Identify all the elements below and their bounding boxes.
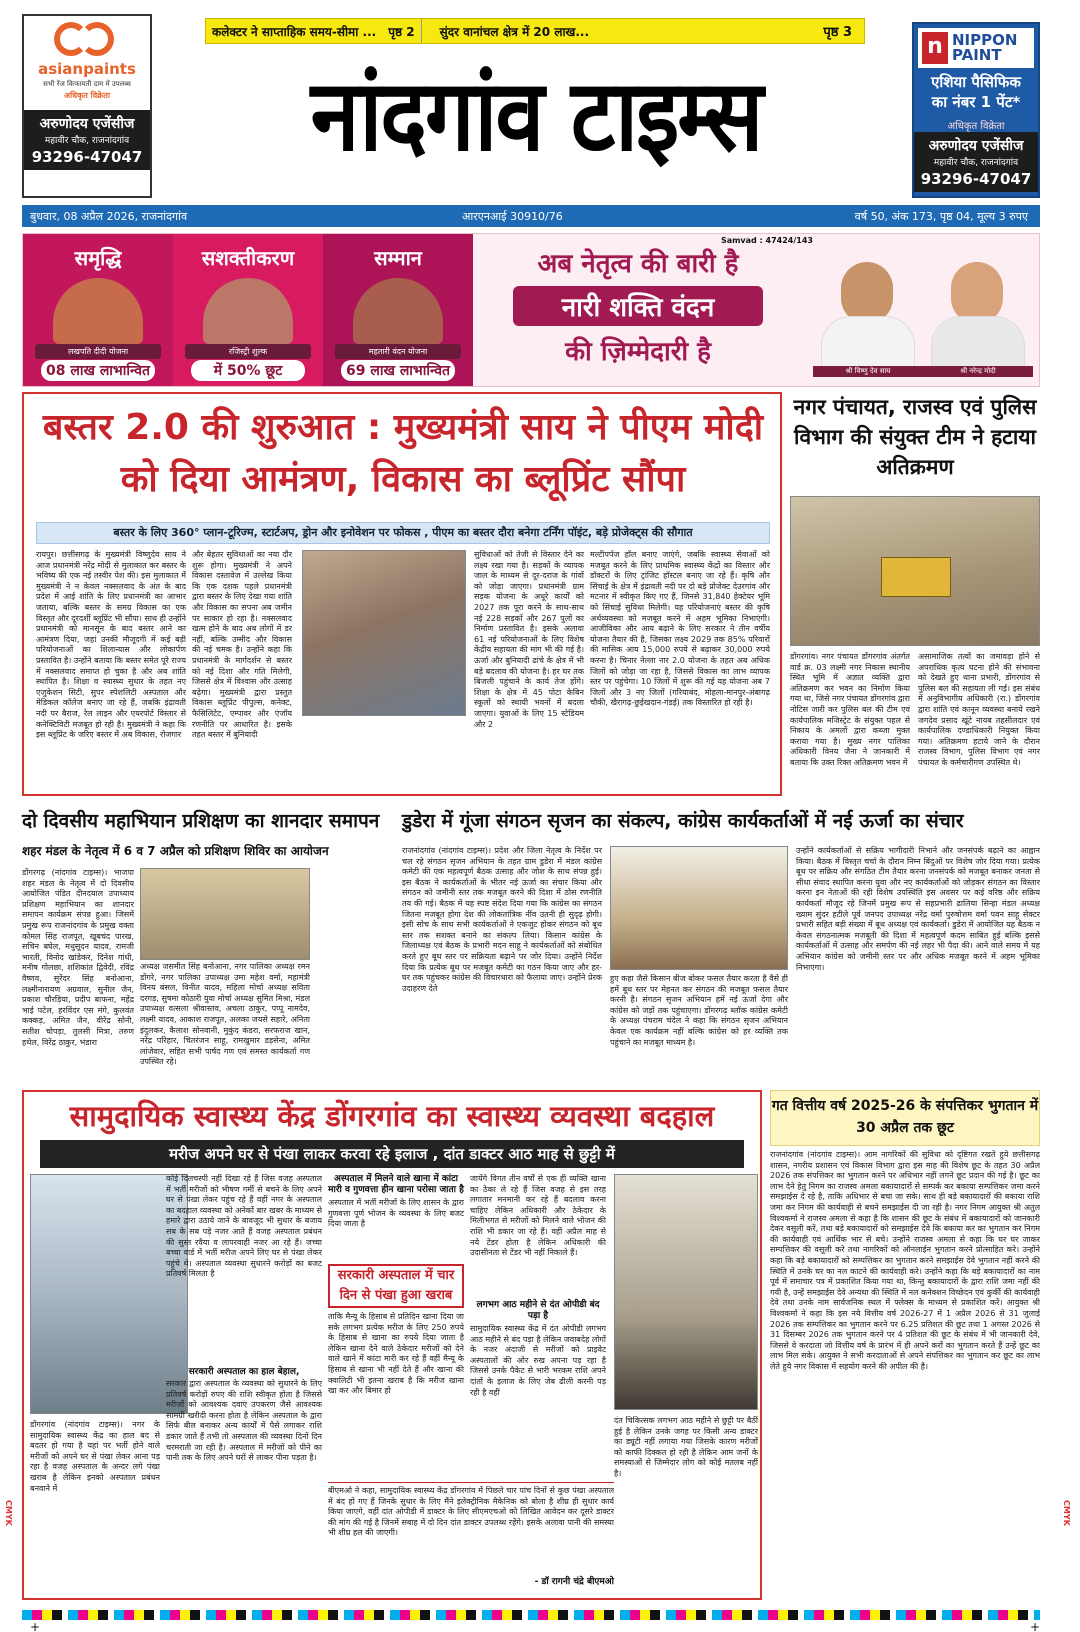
government-banner-ad[interactable] bbox=[22, 233, 1040, 387]
health-col-3-wrap bbox=[470, 1174, 606, 1474]
issue-date: बुधवार, 08 अप्रैल 2026, राजनांदगांव bbox=[30, 209, 188, 223]
banner-slogan: अब नेतृत्व की बारी है नारी शक्ति वंदन की ज़िम्मेदारी है bbox=[488, 244, 788, 368]
rni-number: आरएनआई 30910/76 bbox=[462, 209, 563, 223]
health-story bbox=[22, 1090, 762, 1600]
health-col-1-subhead: सरकारी अस्पताल का हाल बेहाल, bbox=[188, 1367, 300, 1377]
health-col-4: दंत चिकित्सक लगभग आठ महीने से छुट्टी पर बैठीं हुई है लेकिन उनके जगह पर किसी अन्य डाक्टर का ड्यूटी नहीं लगाया गया जिसके कारण मरीजों को काफी दिक्कत हो रही है लेकिन आम जनों के समस्याओं से जिम्मेदार लोग को कोई मतलब नहीं है। bbox=[614, 1416, 758, 1478]
training-col-1: डोंगरगढ़ (नांदगांव टाइम्स)। भाजपा शहर मंडल के नेतृत्व में दो दिवसीय आयोजित पंडित दीनदयाल उपाध्याय प्रशिक्षण महाभियान का शानदार समापन कार्यक्रम संपन्न हुआ। जिसमें प्रमुख रूप राजनांदगांव के प्रमुख वक्ता कोमल सिंह राजपूत, खूबचंद पारख, सचिन बघेल, मधुसूदन यादव, रामजी भारती, विनोद खांडेकर, दिनेश गांधी, मनीष गोलछा, शशिकांत द्विवेदी, रविंद्र वैष्णव, सुरेंदर सिंह बनोआना, लक्ष्मीनारायण अग्रवाल, सुनील जैन, प्रकाश चौरड़िया, प्रदीप बाफना, महेंद्र भाई पटेल, हरविंदर एस मंगे, कुलवंत कक्कड़, अमित जैन, वीरेंद्र सोनी, सतीश चोपड़ा, तुलसी मित्रा, तरुण हथेल, विरेंद्र ठाकुर, भंडारा bbox=[22, 868, 134, 1047]
congress-story bbox=[402, 808, 1040, 1078]
cmyk-mark-left: CMYK bbox=[4, 1500, 13, 1526]
training-col-2: अध्यक्ष जसमीत सिंह बनोआना, नगर पालिका अध्यक्ष रमन डोंगरे, नगर पालिका उपाध्यक्ष उमा महेश वर्मा, महामंत्री विनय बंसल, विनीत यादव, महिला मोर्चा अध्यक्ष सविता दरगड़, सुषमा कोठारी युवा मोर्चा अध्यक्ष सुमित मिश्रा, मंडल उपाध्यक्ष वत्सला श्रीवास्तव, अचला ठाकुर, पप्पू नामदेव, लक्ष्मी यादव, आकाश राजपूत, अलका जयसे सहारे, अनिता इंदुलकर, कैलाश सोनवानी, मुकुंद कंडरा, सरफराज खान, नरेंद्र परिहार, चितरंजन साहू, रामखुमार डड़सेना, अमित लांजेवार, सहित सभी पार्षद गण एवं समस्त कार्यकर्ता गण उपस्थित रहे। bbox=[140, 962, 310, 1067]
health-col-2b: ताकि मैन्यू के हिसाब से प्रतिदिन खाना दिया जा सके लगभग प्रत्येक मरीज के लिए 250 रुपये के हिसाब से खाना का रुपये दिया जाता है लेकिन खाना देने वाले ठेकेदार मरीजों को देने वाले खाने में कांटा मारी कर रहे हैं वहीं मैन्यू के हिसाब से खाना भी नहीं देते हैं और खाना की क्वालिटी भी इतना खराब है कि मरीज खाना खा कर और बिमार हो bbox=[328, 1312, 464, 1396]
training-story bbox=[22, 808, 394, 1078]
crop-mark-icon: + bbox=[1030, 1620, 1041, 1632]
crop-mark-icon: + bbox=[30, 1620, 41, 1632]
woman-photo bbox=[203, 278, 293, 344]
dental-chair-photo bbox=[614, 1174, 758, 1410]
property-tax-body: राजनांदगांव (नांदगांव टाइम्स)। आम नागरिकों की सुविधा को दृष्टिगत रखते हुये छत्तीसगढ़ शासन, नगरीय प्रशासन एवं विकास विभाग द्वारा इस माह की विशेष छूट के तहत 30 अप्रैल 2026 तक संपत्तिकर का भुगतान करने पर अधिभार नहीं लगने छूट प्रदान की गई है। छूट का लाभ देने हेतु निगम का राजस्व अमला बकायादारों से सम्पर्क कर बकाया सम्पत्तिकर जमा करने समझाईस दे रहे है, ताकि अधिभार से बचा जा सके। साथ ही बड़े बकायादारों की बकाया राशि जमा कर निगम की कार्यवाही से बचने समझाईस दी जा रही है। नगर निगम आयुक्त श्री अतुल विश्वकर्मा ने राजस्व अमला से कहा है कि शासन की छूट के संबंध में बकायादारों को जानकारी देकर वसूली करें, तथा बड़े बकायादारों को समझाईस देवे कि बकाया कर का भुगतान कर निगम की कार्यवाही एवं आर्थिक भार से बचे। उन्होंने राजस्व अमला से कहा कि घर घर जाकर सम्पत्तिकर की वसूली करे तथा नागरिकों को ऑनलाईन भुगतान करने प्रोत्साहित करे। उन्होंने कहा कि बड़े बकायादारों को सम्पत्तिकर का भुगतान करने समझाईस देवे भुगतान नहीं करने की स्थिति में उनके घर का नल काटने की कार्यवाही करे। उन्होंने कहा कि बड़े बकायादारों का नाम पूर्व में समाचार पत्र में प्रकाशित किया गया था, किन्तु बकायादारों के द्वारा राशि जमा नहीं की गयी है, उन्हें समझाईस देवे अन्यथा की स्थिति में नल कनेक्शन विच्छेदन एवं कुर्की की कार्यवाही देवे तथा उनके नाम सार्वजनिक स्थल में फ्लेक्स के माध्यम से प्रकाशित करें। आयुक्त श्री विश्वकर्मा ने कहा कि इस नये वित्तीय वर्ष 2026-27 में 1 अप्रैल 2026 से 31 जुलाई 2026 तक सम्पत्तिकर का भुगतान करने पर 6.25 प्रतिशत की छूट तथा 1 अगस्त 2026 से 31 दिसम्बर 2026 तक भुगतान करने पर 4 प्रतिशत की छूट के संबंध में भी जानकारी देवे, जिससे वे करदाता जो वित्तीय वर्ष के प्रारंभ में ही अपने करों का भुगतान करते हैं उन्हें छूट का लाभ मिल सके। आयुक्त ने सभी करदाताओं से अपने संपत्तिकर का भुगतान कर छूट का लाभ लेते हुये नगर विकास में सहयोग करने की अपील की है। bbox=[770, 1150, 1040, 1371]
congress-col-1: राजनांदगांव (नांदगांव टाइम्स)। प्रदेश और जिला नेतृत्व के निर्देश पर चल रहे संगठन सृजन अभियान के तहत ग्राम डुडेरा में मंडल कांग्रेस कमेटी की एक महत्वपूर्ण बैठक उत्साह और जोश के साथ संपन्न हुई। इस बैठक ने कार्यकर्ताओं के भीतर नई ऊर्जा का संचार किया और संगठन को जमीनी स्तर तक मजबूत करने की दिशा में ठोस रणनीति तय की गई। बैठक में यह स्पष्ट संदेश दिया गया कि कांग्रेस का संगठन जितना मजबूत होगा देश की लोकतांत्रिक नींव उतनी ही सुदृढ़ होगी। इसी सोच के साथ सभी कार्यकर्ताओं ने एकजुट होकर संगठन को बूथ स्तर तक सशक्त बनाने का संकल्प लिया। किसान कांग्रेस के जिलाध्यक्ष एवं बैठक के प्रभारी मदन साहू ने कार्यकर्ताओं को संबोधित करते हुए बूथ स्तर पर सक्रियता बढ़ाने पर जोर दिया। उन्होंने निर्देश दिया कि प्रत्येक बूथ पर मजबूत कमेटी का गठन किया जाए और हर-घर तक पहुंचकर कांग्रेस की विचारधारा को फैलाया जाए। उन्होंने प्रेरक उदाहरण देते bbox=[402, 846, 602, 993]
training-subhead: शहर मंडल के नेतृत्व में 6 व 7 अप्रैल को प्रशिक्षण शिविर का आयोजन bbox=[22, 844, 329, 858]
newspaper-title: नांदगांव टाइम्स bbox=[310, 56, 762, 174]
dateline-bar bbox=[22, 205, 1040, 227]
bmo-quote-text: बीएमओ ने कहा, सामुदायिक स्वास्थ्य केंद्र डोंगरगांव में पिछले चार पांच दिनों से कुछ पंखा अस्पताल में बंद हो गए हैं जिनके सुधार के लिए मैंने इलेक्ट्रीनिक मैकेनिक को बोला है शीघ्र ही सुधार कार्य किया जाएगे, वहीं दांत ओपीडी में डाक्टर के लिए सीएमएचओ को लिखित आवेदन कर दूसरे डाक्टर की मांग की गई है जिनमें सबाह में दो दिन दांत डाक्टर उपलब्ध रहेंगे। इसके अलावा पानी की समस्या भी शीघ्र हल की जाएगी। bbox=[328, 1486, 614, 1538]
bulldozer-photo bbox=[790, 496, 1040, 646]
banner-panel-sashaktikaran: सशक्तीकरण रजिस्ट्री शुल्क में 50% छूट bbox=[173, 234, 323, 387]
banner-panel-samriddhi: समृद्धि लखपति दीदी योजना 08 लाख लाभान्वित bbox=[23, 234, 173, 387]
ad-dealer-block: अरुणोदय एजेंसीज महावीर चौक, राजनांदगांव 93296-47047 bbox=[24, 110, 150, 170]
lead-col-2: और बेहतर सुविधाओं का नया दौर शुरू होगा। मुख्यमंत्री ने अपने विकास दस्तावेज में उल्लेख किया कि एक दशक पहले प्रधानमंत्री द्वारा बस्तर के लिए देखा गया शांति और विकास का सपना अब जमीन पर साकार हो रहा है। नक्सलवाद खत्म होने के बाद अब लोगों में डर नहीं, बल्कि उम्मीद और विकास की नई चमक है। उन्होंने कहा कि प्रधानमंत्री के मार्गदर्शन से बस्तर को नई दिशा और गति मिलेगी, जिससे क्षेत्र में विश्वास और उत्साह बढ़ेगा। मुख्यमंत्री द्वारा प्रस्तुत विकास ब्लूप्रिंट पीपुल्स, कनेक्ट, फैसिलिटेट, एम्पावर और एंजॉय रणनीति पर आधारित है। इसके तहत बस्तर में बुनियादी bbox=[192, 550, 292, 740]
lead-col-3: सुविधाओं को तेजी से विस्तार देने का लक्ष्य रखा गया है। सड़कों के व्यापक जाल के माध्यम से दूर-दराज के गांवों को जोड़ा जाएगा। प्रधानमंत्री ग्राम सड़क योजना के अधूरे कार्यों को 2027 तक पूरा करने के साथ-साथ नई 228 सड़कों और 267 पुलों का निर्माण प्रस्तावित है। इसके अलावा 61 नई परियोजनाओं के लिए विशेष केंद्रीय सहायता की मांग भी की गई है। ऊर्जा और बुनियादी ढांचे के क्षेत्र में भी बड़े बदलाव की योजना है। हर घर तक बिजली पहुंचाने के कार्य तेज होंगे। शिक्षा के क्षेत्र में 45 पोटा केबिन स्कूलों को स्थायी भवनों में बदला जाएगा। युवाओं के लिए 15 स्टेडियम और 2 bbox=[474, 550, 584, 729]
property-tax-headline[interactable]: गत वित्तीय वर्ष 2025-26 के संपत्तिकर भुगतान में 30 अप्रैल तक छूट bbox=[770, 1090, 1040, 1146]
health-caption: डोंगरगांव (नांदगांव टाइम्स)। नगर के सामुदायिक स्वास्थ्य केंद्र का हाल बद से बदतर हो गया है यहां पर भर्ती होने वाले मरीजों को अपने घर से पंखा लेकर आना पड़ रहा है वजह अस्पताल के अन्दर लगे पंखा खराब है लेकिन इनको अस्पताल प्रबंधन बनवाने में bbox=[30, 1420, 160, 1493]
health-col-2: अस्पताल में भर्ती मरीजों के लिए शासन के द्वारा गुणवत्ता पूर्ण भोजन के व्यवस्था के लिए बजट दिया जाता है bbox=[328, 1198, 464, 1229]
congress-meeting-photo bbox=[610, 846, 788, 970]
congress-col-2: हुए कहा जैसे किसान बीज बोकर फसल तैयार करता है वैसे ही हमें बूथ स्तर पर मेहनत कर संगठन की मजबूत फसल तैयार करनी है। संगठन सृजन अभियान हमें नई ऊर्जा देगा और कांग्रेस को जड़ों तक पहुंचाएगा। डोंगरगढ़ ब्लॉक कांग्रेस कमेटी के अध्यक्ष पंचराम चंदेल ने कहा कि संगठन सृजन अभियान केवल एक कार्यक्रम नहीं बल्कि कांग्रेस को हर व्यक्ति तक पहुंचाने का मजबूत माध्यम है। bbox=[610, 974, 788, 1047]
leader-photo-sai: श्री विष्णु देव साय bbox=[813, 258, 923, 376]
bmo-quote-author: - डॉ रागनी चंद्रे बीएमओ bbox=[534, 1577, 614, 1587]
teaser-right-page: पृष्ठ 3 bbox=[823, 25, 852, 40]
banner-panel-samman: सम्मान महतारी वंदन योजना 69 लाख लाभान्वित bbox=[323, 234, 473, 387]
lead-col-4: मल्टीपर्पज हॉल बनाए जाएंगे, जबकि स्वास्थ्य सेवाओं को मजबूत करने के लिए प्राथमिक स्वास्थ्य केंद्रों का विस्तार और डॉक्टरों के लिए ट्रांजिट हॉस्टल बनाए जा रहे हैं। कृषि और सिंचाई के क्षेत्र में इंद्रावती नदी पर दो बड़े प्रोजेक्ट देउरगांव और मटनार में स्वीकृत किए गए हैं, जिनसे 31,840 हेक्टेयर भूमि को सिंचाई सुविधा मिलेगी। यह परियोजनाएं बस्तर की कृषि अर्थव्यवस्था को मजबूत करने में अहम भूमिका निभाएंगी। आजीविका और आय बढ़ाने के लिए सरकार ने तीन वर्षीय योजना तैयार की है, जिसका लक्ष्य 2029 तक 85% परिवारों की मासिक आय 15,000 रुपये से बढ़ाकर 30,000 रुपये करना है। चिनार नेल्ला नार 2.0 योजना के तहत अब अधिक जिलों को जोड़ा जा रहा है, जिससे विकास का लाभ व्यापक स्तर पर पहुंचेगा। 10 जिलों में शुरू की गई यह योजना अब 7 जिलों और 3 नए जिलों (गरियाबंद, मोहला-मानपुर-अंबागढ़ चौकी, खैरागढ़-छुईखदान-गंडई) तक विस्तारित हो रही है। bbox=[590, 550, 770, 708]
health-col-2-wrap bbox=[328, 1174, 464, 1474]
health-col-3-subhead: लगभग आठ महीने से दंत ओपीडी बंद पड़ा है bbox=[476, 1300, 600, 1321]
encroachment-headline[interactable]: नगर पंचायत, राजस्व एवं पुलिस विभाग की संयुक्त टीम ने हटाया अतिक्रमण bbox=[793, 395, 1037, 479]
teaser-left-page: पृष्ठ 2 bbox=[388, 24, 415, 39]
health-col-3: जायेंगे विगत तीन वर्षों से एक ही व्यक्ति खाना का ठेका ले रहे हैं जिस वजह से इस तरह लगातार मनमानी कर रहे हैं बदलाव करना चाहिए लेकिन अधिकारी और ठेकेदार के मिलीभगत से मरीजों को मिलने वाले भोजन की राशि भी डकार जा रहे हैं। वहीं अप्रैल माह से नये टेंडर होता है लेकिन अधिकारी की उदासीनता से टेंडर भी नहीं निकाले हैं। bbox=[470, 1174, 606, 1258]
health-col-1: कोई दिलचस्पी नहीं दिखा रहे हैं जिस वजह अस्पताल में भर्ती मरीजों को भीषण गर्मी से बचने के लिए अपने घर से पंखा लेकर पहुंच रहे हैं वहीं नगर के अस्पताल का बदहाल व्यवस्था को अनेकों बार खबर के माध्यम से हमारे द्वारा उठाये जाने के बावजूद भी सुधार के बजाय सब के सब पड़े नजर आते हैं वजह अस्पताल प्रबंधन की सुस्त रवैया व लापरवाही नजर आ रहे हैं। जच्चा बच्चा वार्ड में भर्ती मरीज अपने लिए घर से पंखा लेकर पहुंचे थे। अस्पताल व्यवस्था सुधारने करोड़ों का बजट प्रतिवर्ष मिलता है bbox=[166, 1174, 322, 1279]
bulldozer-icon bbox=[881, 557, 951, 597]
health-col-1b: सरकार द्वारा अस्पताल के व्यवस्था को सुधारने के लिए प्रतिवर्ष करोड़ों रुपए की राशि स्वीकृत होता है जिससे मरीजों को आवश्यक दवाएं उपकरण जैसे आवश्यक सामग्री खरीदी करना होता है लेकिन अस्पताल के द्वारा सिर्फ बील बनाकर अन्य कार्यों में पैसे लगाकर राशि डकार जाते हैं तभी तो अस्पताल की व्यवस्था दिनों दिन चरमराती जा रही है। अस्पताल में मरीजों को पीने का पानी तक के लिए अपने घरों से लाकर पीना पड़ता है। bbox=[166, 1379, 322, 1463]
encroachment-col-2: असामाजिक तत्वों का जमावड़ा होने से अपराधिक कृत्य घटना होने की संभावना को देखते हुए थाना प्रभारी, डोंगरगांव से पुलिस बल की सहायता ली गई। इस संबंध में अनुविभागीय अधिकारी (रा.) डोंगरगांव द्वारा शांति एवं कानून व्यवस्था बनाये रखने जगदेव प्रसाद खूंटे नायब तहसीलदार एवं कार्यपालिक दण्डाधिकारी नियुक्त किया गया। अतिक्रमण हटाये जाने के दौरान राजस्व विभाग, पुलिस विभाग एवं नगर पंचायत के कर्मचारीगण उपस्थित थे। bbox=[918, 652, 1040, 767]
health-subhead: मरीज अपने घर से पंखा लाकर करवा रहे इलाज , दांत डाक्टर आठ माह से छुट्टी में bbox=[40, 1140, 744, 1168]
congress-col-3: उन्होंने कार्यकर्ताओं से सक्रिय भागीदारी निभाने और जनसंपर्क बढ़ाने का आह्वान किया। बैठक में विस्तृत चर्चा के दौरान निम्न बिंदुओं पर विशेष जोर दिया गया। प्रत्येक बूथ पर सक्रिय और संगठित टीम तैयार करना जनसंपर्क को मजबूत बनाकर जनता से सीधा संवाद स्थापित करना युवा और नए कार्यकर्ताओं को जोड़कर संगठन का विस्तार करना इन नेताओं की रही विशेष उपस्थिति इस अवसर पर कई वरिष्ठ और सक्रिय कार्यकर्ता मौजूद रहे जिनमें प्रमुख रूप से सहप्रभारी ढालिया सिन्हा मंडल अध्यक्ष ख्याम सुंदर हटीले पूर्व जनपद उपाध्यक्ष नरेंद्र वर्मा पुरुषोत्तम वर्मा पवन साहू सेक्टर प्रभारी सहित बड़ी संख्या में बूथ अध्यक्ष एवं कार्यकर्ता। डुडेरा में आयोजित यह बैठक न केवल संगठनात्मक मजबूती की दिशा में महत्वपूर्ण कदम साबित हुई बल्कि इससे कार्यकर्ताओं में उत्साह और समर्पण की नई लहर भी पैदा की। आने वाले समय में यह अभियान कांग्रेस को जमीनी स्तर पर और अधिक मजबूत करने में अहम भूमिका निभाएगा। bbox=[796, 846, 1040, 972]
lead-subhead: बस्तर के लिए 360° प्लान-टूरिज्म, स्टार्टअप, ड्रोन और इनोवेशन पर फोकस , पीएम का बस्तर दौरा बनेगा टर्निंग पॉइंट, बड़े प्रोजेक्ट्स की सौगात bbox=[36, 522, 770, 544]
cmyk-mark-right: CMYK bbox=[1062, 1500, 1071, 1526]
asian-paints-logo: asianpaints सभी रेंज किफायती दाम में उपलब्ध अधिकृत विक्रेता bbox=[24, 16, 150, 104]
lead-col-2b bbox=[302, 720, 466, 790]
encroachment-story bbox=[790, 392, 1040, 796]
bmo-quote bbox=[328, 1482, 614, 1596]
hospital-ward-photo bbox=[30, 1174, 188, 1414]
women-photo bbox=[53, 278, 143, 344]
ad-phone: 93296-47047 bbox=[920, 170, 1032, 188]
training-group-photo bbox=[140, 868, 310, 960]
health-col-2-subhead: अस्पताल में मिलने वाले खाना में कांटा मारी व गुणवत्ता हीन खाना परोसा जाता है bbox=[328, 1174, 464, 1195]
property-tax-story bbox=[770, 1090, 1040, 1600]
cm-pm-meeting-photo bbox=[302, 550, 466, 716]
leader-photo-modi: श्री नरेन्द्र मोदी bbox=[923, 258, 1033, 376]
training-headline[interactable]: दो दिवसीय महाभियान प्रशिक्षण का शानदार समापन bbox=[22, 810, 380, 832]
samvad-code: Samvad : 47424/143 bbox=[720, 236, 813, 245]
health-col-3b: सामुदायिक स्वास्थ्य केंद्र में दंत ओपीडी लगभग आठ महीने से बंद पड़ा है लेकिन जवाबदेह लोगों के नजर अंदाजी से मरीजों को प्राइवेट अस्पतालों की ओर रुख अपना पड़ रहा है जिससे उनके पैकेट से भारी भरकम राशि अपने दांतों के इलाज के लिए जेब ढीली करनी पड़ रही है वहीं bbox=[470, 1324, 606, 1397]
issue-info: वर्ष 50, अंक 173, पृष्ठ 04, मूल्य 3 रुपए bbox=[854, 209, 1028, 223]
woman-photo bbox=[353, 278, 443, 344]
nippon-logo: n NIPPON PAINT bbox=[918, 28, 1034, 68]
lead-col-1: रायपुर। छत्तीसगढ़ के मुख्यमंत्री विष्णुदेव साय ने आज प्रधानमंत्री नरेंद्र मोदी से मुलाकात कर बस्तर के भविष्य की एक नई तस्वीर पेश की। इस मुलाकात में मुख्यमंत्री ने न केवल नक्सलवाद के अंत के बाद प्रदेश में आई शांति के लिए प्रधानमंत्री का आभार जताया, बल्कि बस्तर के समग्र विकास का एक विस्तृत और दूरदर्शी ब्लूप्रिंट भी सौंपा। साथ ही उन्होंने प्रधानमंत्री को मानसून के बाद बस्तर आने का आमंत्रण दिया, जहां उनकी मौजूदगी में कई बड़ी परियोजनाओं का शिलान्यास और लोकार्पण प्रस्तावित है। उन्होंने बताया कि बस्तर समेत पूरे राज्य में नक्सलवाद समाप्त हो चुका है और अब शांति स्थापित है। शिक्षा व स्वास्थ्य सुधार के तहत नए एजुकेशन सिटी, सुपर स्पेशलिटी अस्पताल और मेडिकल कॉलेज बनाए जा रहे हैं, जबकि इंद्रावती नदी पर बैराज, रेल लाइन और एयरपोर्ट विस्तार से कनेक्टिविटी मजबूत हो रही है। मुख्यमंत्री ने कहा कि इस ब्लूप्रिंट के जरिए बस्तर में अब विकास, रोजगार bbox=[36, 550, 186, 740]
health-callout-box: सरकारी अस्पताल में चार दिन से पंखा हुआ खराब bbox=[328, 1264, 464, 1308]
encroachment-col-1: डोंगरगांव। नगर पंचायत डोंगरगांव अंतर्गत वार्ड क्र. 03 लक्ष्मी नगर निकास स्थानीय स्थित भूमि में अज्ञात व्यक्ति द्वारा अतिक्रमण कर भवन का निर्माण किया गया था, जिसे नगर पंचायत डोंगरगांव द्वारा नोटिस जारी कर पुलिस बल की टीम एवं कार्यपालिक मजिस्ट्रेट के संयुक्त पहल से निकाय के अमलों द्वारा कब्जा मुक्त कराया गया है। मुख्य नगर पालिका अधिकारी विनय जैना ने जानकारी में बताया कि उक्त रिक्त अतिक्रमण भवन में bbox=[790, 652, 910, 767]
teaser-right[interactable]: सुंदर वानांचल क्षेत्र में 20 लाख... bbox=[439, 24, 590, 39]
lead-story bbox=[22, 392, 782, 796]
lead-headline[interactable]: बस्तर 2.0 की शुरुआत : मुख्यमंत्री साय ने पीएम मोदी को दिया आमंत्रण, विकास का ब्लूप्रिंट सौंपा bbox=[42, 407, 764, 500]
ad-dealer-block: अरुणोदय एजेंसीज महावीर चौक, राजनांदगांव 93296-47047 bbox=[914, 132, 1038, 192]
ad-phone: 93296-47047 bbox=[31, 148, 143, 166]
health-headline[interactable]: सामुदायिक स्वास्थ्य केंद्र डोंगरगांव का स्वास्थ्य व्यवस्था बदहाल bbox=[69, 1099, 715, 1133]
asian-paints-ad[interactable] bbox=[22, 14, 152, 198]
health-col-1-wrap bbox=[166, 1174, 322, 1596]
congress-headline[interactable]: डुडेरा में गूंजा संगठन सृजन का संकल्प, कांग्रेस कार्यकर्ताओं में नई ऊर्जा का संचार bbox=[402, 810, 964, 832]
color-registration-bar bbox=[22, 1610, 1040, 1620]
teaser-left[interactable]: कलेक्टर ने साप्ताहिक समय-सीमा ... bbox=[212, 24, 377, 39]
nippon-paint-ad[interactable]: n NIPPON PAINT एशिया पैसिफिक का नंबर 1 पेंट* अधिकृत विक्रेता अरुणोदय एजेंसीज महावीर चौक, राजनांदगांव 93296-47047 bbox=[912, 22, 1040, 198]
